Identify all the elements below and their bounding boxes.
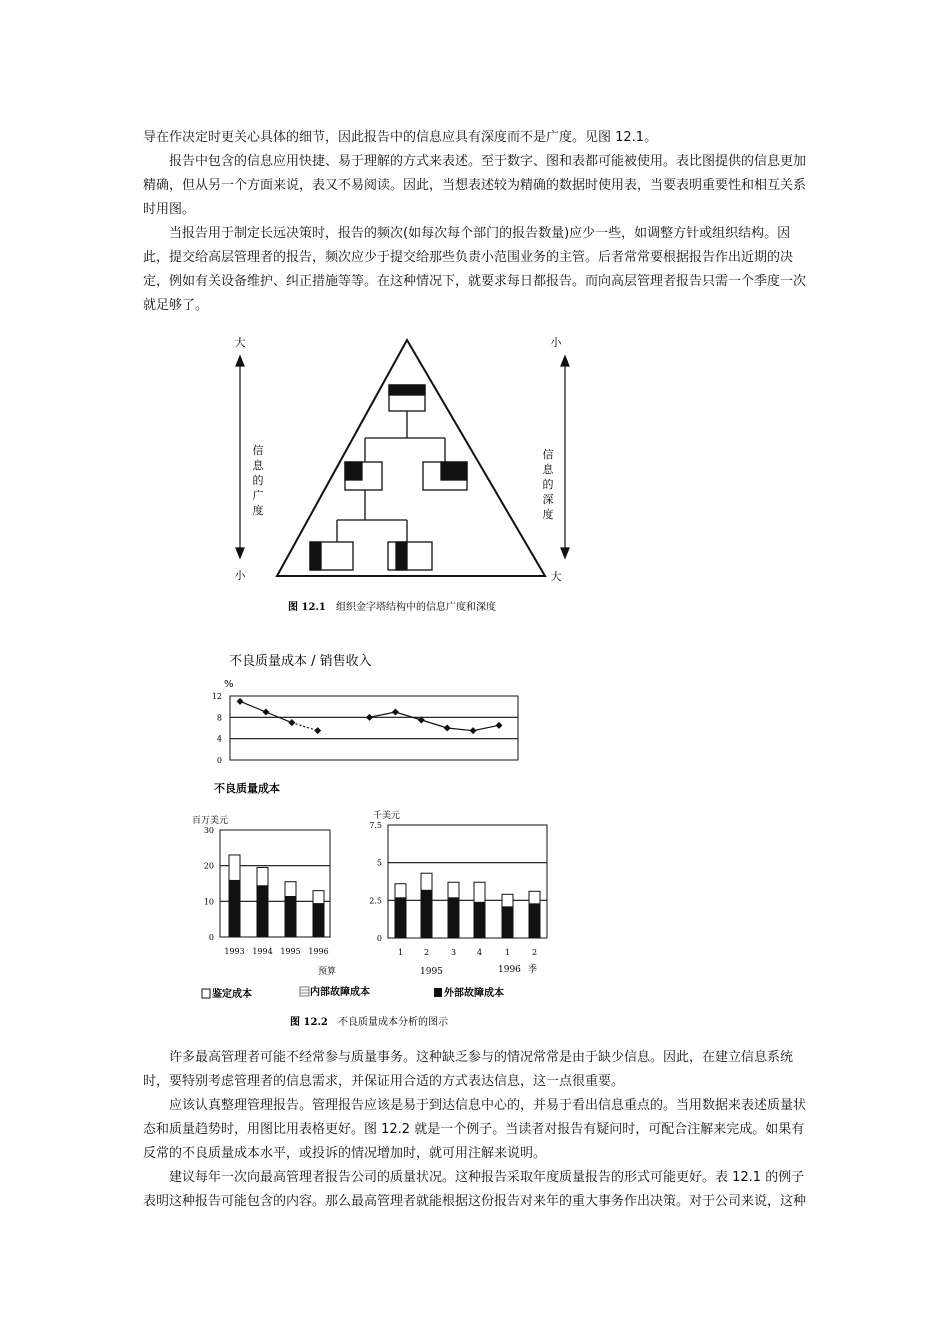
svg-text:息: 息 (252, 459, 264, 472)
bar-chart-1-ylabel: 百万美元 (192, 816, 229, 826)
bar-chart-xtick: 2 (423, 948, 430, 957)
svg-text:信: 信 (542, 448, 554, 461)
paragraph-6: 建议每年一次向最高管理者报告公司的质量状况。这种报告采取年度质量报告的形式可能更好。表 12.1 的例子表明这种报告可能包含的内容。那么最高管理者就能根据这份报告对来年的重大事务作出决策。对于公司来说，这种 (143, 1170, 807, 1209)
bar-chart-ytick: 20 (203, 861, 214, 871)
bar-chart-2-group-1996: 1996 (498, 965, 521, 975)
bar-external-failure (313, 903, 324, 937)
svg-text:的: 的 (542, 478, 554, 491)
line-point (288, 719, 295, 726)
right-bottom-label: 大 (550, 570, 562, 583)
right-top-label: 小 (550, 336, 562, 349)
fig1-caption-number: 图 12.1 (288, 602, 326, 613)
figure-12-2 (180, 648, 580, 1033)
bar-chart-xtick: 4 (476, 948, 483, 957)
svg-text:度: 度 (542, 508, 554, 521)
bar-chart-xtick: 1995 (280, 947, 301, 956)
svg-text:的: 的 (252, 474, 264, 487)
legend-swatch-appraisal (202, 989, 210, 998)
bar-chart-xtick: 1 (397, 948, 404, 957)
fig1-caption-text: 组织金字塔结构中的信息广度和深度 (336, 602, 496, 613)
bar-external-failure (448, 897, 459, 938)
bar-chart-ytick: 7.5 (369, 821, 382, 830)
line-series (370, 712, 500, 731)
bar-chart-xtick: 3 (450, 948, 457, 957)
line-chart-ytick: 12 (211, 692, 222, 701)
line-point (262, 709, 269, 716)
left-bottom-label: 小 (234, 569, 246, 582)
bar-external-failure (529, 903, 540, 938)
breadth-arrow (236, 356, 244, 558)
bar-chart-ytick: 30 (203, 826, 214, 835)
bar-chart-ytick: 0 (376, 934, 382, 943)
depth-label (543, 447, 555, 521)
paragraph-5: 应该认真整理管理报告。管理报告应该是易于到达信息中心的，并易于看出信息重点的。当用数据来表述质量状态和质量趋势时，用图比用表格更好。图 12.2 就是一个例子。当读者对报告有疑问时，可配合注解来完成。如果有反常的不良质量成本水平，或投诉的情况增加时，就可用注解来说明。 (143, 1098, 807, 1161)
bar-chart-xtick: 1996 (308, 947, 329, 956)
svg-text:广: 广 (252, 489, 264, 502)
line-point (392, 709, 399, 716)
bar-chart-2-group-1995: 1995 (420, 967, 443, 977)
svg-text:度: 度 (252, 504, 264, 517)
fig2-caption-text: 不良质量成本分析的图示 (338, 1017, 448, 1028)
line-chart-frame (230, 696, 518, 760)
paragraph-3: 当报告用于制定长远决策时，报告的频次(如每次每个部门的报告数量)应少一些，如调整方针或组织结构。因此，提交给高层管理者的报告，频次应少于提交给那些负责小范围业务的主管。后者常常要根据报告作出近期的决定，例如有关设备维护、纠正措施等等。在这种情况下，就要求每日都报告。而向高层管理者报告只需一个季度一次就足够了。 (143, 226, 807, 313)
svg-text:息: 息 (542, 463, 554, 476)
bar-chart-ytick: 10 (203, 897, 214, 907)
line-point (314, 727, 321, 734)
paragraph-1: 导在作决定时更关心具体的细节，因此报告中的信息应具有深度而不是广度。见图 12.1。 (143, 130, 658, 145)
svg-text:深: 深 (542, 493, 554, 506)
bar-chart-annual (204, 826, 330, 956)
legend (202, 985, 504, 1000)
bar-external-failure (474, 902, 485, 938)
bar-external-failure (285, 896, 296, 937)
line-point (444, 725, 451, 732)
bar-external-failure (257, 885, 268, 937)
line-chart-ytick: 0 (216, 756, 222, 765)
paragraph-4: 许多最高管理者可能不经常参与质量事务。这种缺乏参与的情况常常是由于缺少信息。因此，在建立信息系统时，要特别考虑管理者的信息需求，并保证用合适的方式表达信息，这一点很重要。 (143, 1050, 794, 1089)
bar-section-title: 不良质量成本 (214, 782, 280, 795)
line-chart-ylabel: % (224, 679, 234, 690)
depth-arrow (561, 356, 569, 558)
legend-external: 外部故障成本 (444, 988, 504, 999)
legend-swatch-external (434, 988, 442, 997)
fig2-caption-number: 图 12.2 (290, 1017, 328, 1028)
bar-chart-xtick: 1 (504, 948, 511, 957)
org-box-bottom-right (388, 542, 432, 570)
bar-chart-xtick: 2 (531, 948, 538, 957)
bar-chart-1-annotation: 预算 (318, 967, 337, 977)
bar-chart-2-group-suffix: 季 (528, 965, 538, 975)
bar-external-failure (421, 890, 432, 938)
bar-chart-xtick: 1994 (252, 947, 273, 956)
svg-text:信: 信 (252, 444, 264, 457)
legend-appraisal: 鉴定成本 (212, 989, 252, 1000)
line-chart-title: 不良质量成本 / 销售收入 (229, 654, 372, 669)
bar-chart-frame (388, 825, 547, 938)
figure-12-1 (220, 330, 580, 625)
bar-chart-xtick: 1993 (224, 947, 245, 956)
line-point (237, 698, 244, 705)
line-chart-ytick: 8 (216, 713, 222, 723)
bar-chart-ytick: 2.5 (369, 896, 382, 906)
breadth-label (253, 443, 265, 517)
legend-swatch-internal (300, 987, 309, 996)
paragraph-2: 报告中包含的信息应用快捷、易于理解的方式来表述。至于数字、图和表都可能被使用。表比图提供的信息更加精确，但从另一个方面来说，表又不易阅读。因此，当想表述较为精确的数据时使用表，当要表明重要性和相互关系时用图。 (143, 154, 807, 217)
bar-external-failure (395, 897, 406, 938)
line-series (292, 723, 318, 731)
bar-chart-2-ylabel: 千美元 (373, 811, 401, 821)
line-point (366, 714, 373, 721)
org-chart (310, 385, 467, 570)
bar-chart-quarterly (369, 821, 547, 957)
bar-chart-ytick: 5 (376, 858, 382, 868)
legend-internal: 内部故障成本 (310, 987, 370, 998)
line-point (496, 722, 503, 729)
pyramid-triangle (277, 340, 545, 576)
bar-external-failure (502, 906, 513, 938)
line-chart-ytick: 4 (216, 734, 222, 744)
bar-chart-ytick: 0 (208, 933, 214, 942)
bar-external-failure (229, 880, 240, 937)
line-point (470, 727, 477, 734)
left-top-label: 大 (234, 336, 246, 349)
line-chart (212, 692, 518, 765)
